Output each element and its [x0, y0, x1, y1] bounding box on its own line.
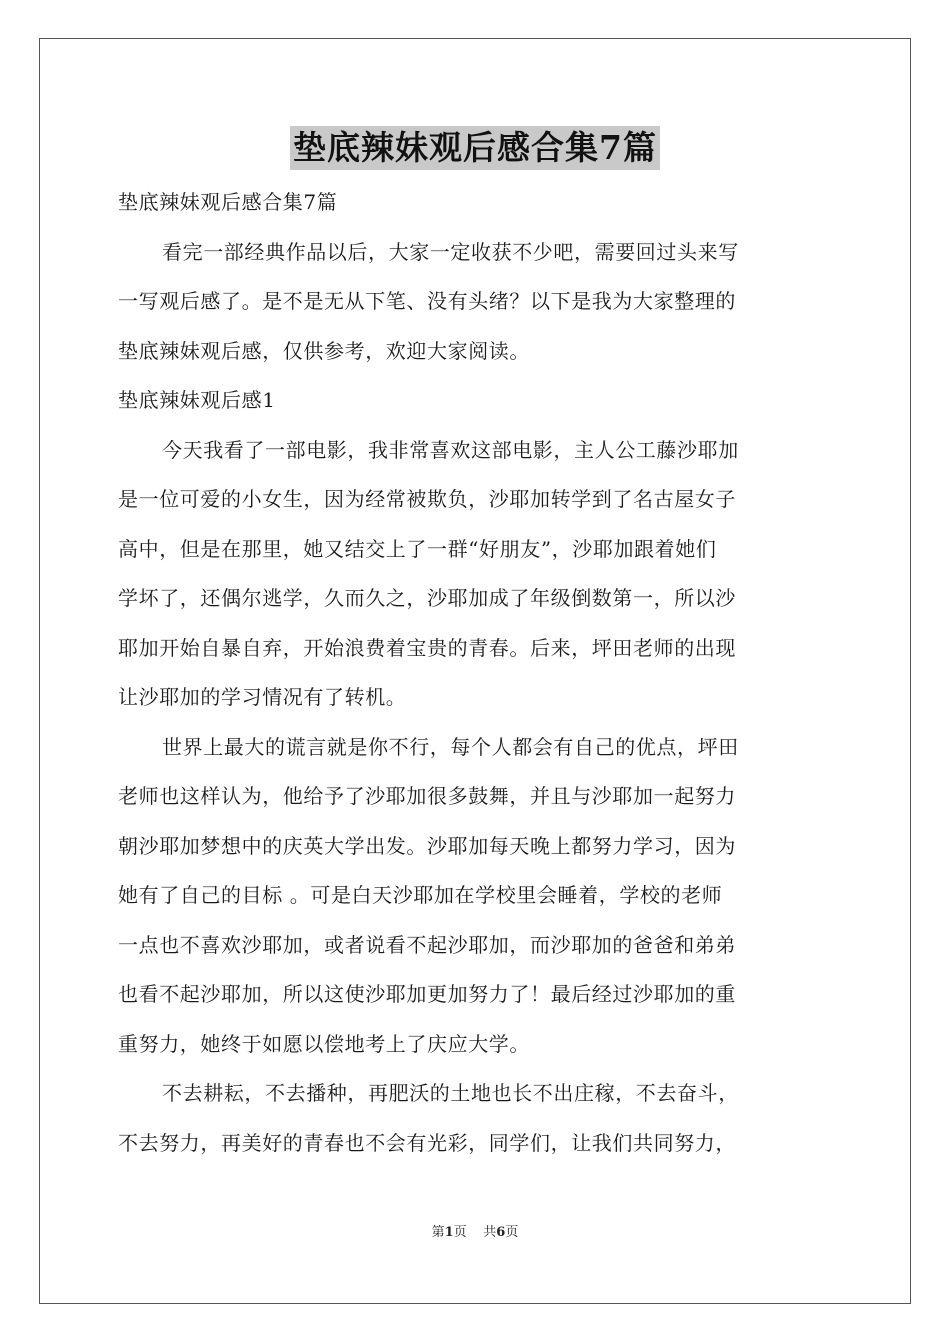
document-title: 垫底辣妹观后感合集7篇	[290, 126, 660, 170]
paragraph-line: 垫底辣妹观后感，仅供参考，欢迎大家阅读。	[118, 338, 530, 363]
title-container	[0, 126, 950, 170]
paragraph-line: 让沙耶加的学习情况有了转机。	[118, 685, 407, 709]
paragraph-line: 学坏了，还偶尔逃学，久而久之，沙耶加成了年级倒数第一，所以沙	[118, 586, 736, 610]
paragraph-line: 一写观后感了。是不是无从下笔、没有头绪？以下是我为大家整理的	[118, 289, 736, 313]
paragraph-line: 耶加开始自暴自弃，开始浪费着宝贵的青春。后来，坪田老师的出现	[118, 635, 736, 660]
total-label-unit: 页	[505, 1225, 519, 1240]
paragraph-line: 老师也这样认为，他给予了沙耶加很多鼓舞，并且与沙耶加一起努力	[118, 784, 736, 808]
paragraph-line: 是一位可爱的小女生，因为经常被欺负，沙耶加转学到了名古屋女子	[118, 487, 736, 511]
current-page-number: 1	[444, 1225, 454, 1240]
document-body	[118, 178, 834, 1168]
paragraph-line: 不去耕耘，不去播种，再肥沃的土地也长不出庄稼，不去奋斗，	[162, 1081, 739, 1105]
page-label-prefix: 第	[431, 1225, 445, 1240]
paragraph-line: 不去努力，再美好的青春也不会有光彩，同学们，让我们共同努力，	[118, 1130, 736, 1155]
paragraph-line: 朝沙耶加梦想中的庆英大学出发。沙耶加每天晚上都努力学习，因为	[118, 833, 736, 858]
paragraph-line: 一点也不喜欢沙耶加，或者说看不起沙耶加，而沙耶加的爸爸和弟弟	[118, 932, 736, 957]
paragraph-line: 她有了自己的目标 。可是白天沙耶加在学校里会睡着，学校的老师	[118, 883, 723, 907]
paragraph-line: 世界上最大的谎言就是你不行，每个人都会有自己的优点，坪田	[162, 734, 739, 759]
total-page-number: 6	[496, 1225, 506, 1240]
paragraph-line: 今天我看了一部电影，我非常喜欢这部电影，主人公工藤沙耶加	[162, 437, 739, 462]
page-footer	[0, 1221, 950, 1240]
paragraph-line: 看完一部经典作品以后，大家一定收获不少吧，需要回过头来写	[162, 239, 739, 264]
page-label-unit: 页	[453, 1225, 467, 1240]
subtitle-line: 垫底辣妹观后感合集7篇	[118, 190, 338, 214]
paragraph-line: 也看不起沙耶加，所以这使沙耶加更加努力了！最后经过沙耶加的重	[118, 982, 736, 1006]
paragraph-line: 高中，但是在那里，她又结交上了一群“好朋友”，沙耶加跟着她们	[118, 536, 717, 561]
total-label-prefix: 共	[483, 1225, 497, 1240]
section-heading: 垫底辣妹观后感1	[118, 388, 276, 412]
paragraph-line: 重努力，她终于如愿以偿地考上了庆应大学。	[118, 1031, 530, 1056]
